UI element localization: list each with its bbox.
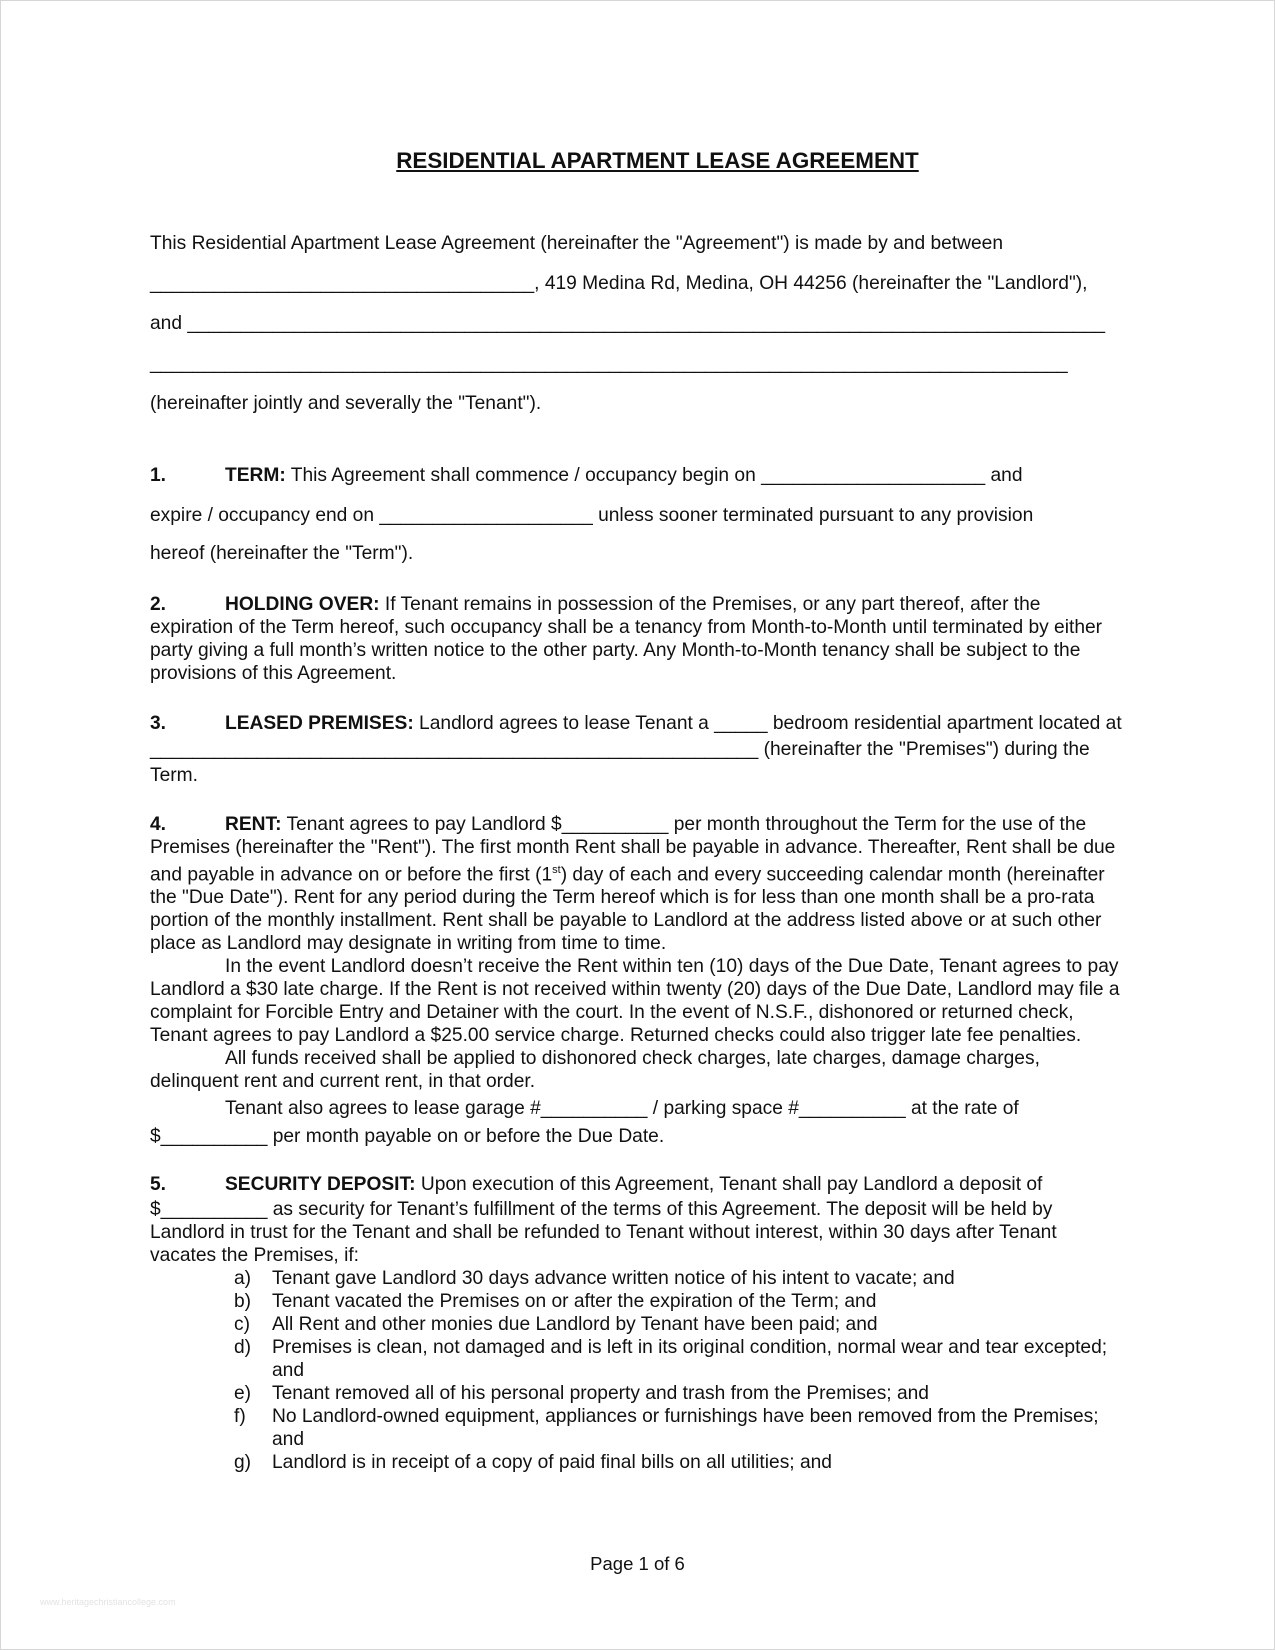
- deposit-conditions-list: [234, 1267, 1125, 1474]
- list-item-label: a): [234, 1268, 252, 1290]
- section-heading: LEASED PREMISES:: [225, 713, 414, 734]
- list-item: [234, 1451, 1125, 1474]
- section-text: Landlord agrees to lease Tenant a _____ bedroom residential apartment located at _________________________________________________________ (hereinafter the "Premises") during the Term.: [150, 713, 1122, 786]
- section-text: hereof (hereinafter the "Term").: [150, 543, 414, 564]
- list-item-label: b): [234, 1291, 252, 1313]
- section-text: ) day of each and every succeeding calendar month (hereinafter the "Due Date"). Rent for any period during the Term hereof which is for less than one month shall be a pro-rata portion of the monthly installment. Rent shall be payable to Landlord at the address listed above or at such other place as Landlord may designate in writing from time to time.: [150, 864, 1105, 955]
- list-item-text: Tenant vacated the Premises on or after the expiration of the Term; and: [272, 1291, 877, 1313]
- section-leased-premises: [150, 711, 1125, 789]
- section-number: 2.: [150, 594, 167, 615]
- page-number: Page 1 of 6: [590, 1553, 685, 1574]
- section-number: 5.: [150, 1174, 167, 1196]
- list-item-text: Tenant gave Landlord 30 days advance written notice of his intent to vacate; and: [272, 1268, 955, 1290]
- list-item: [234, 1336, 1125, 1382]
- section-heading: RENT:: [225, 814, 282, 835]
- list-item-label: e): [234, 1383, 252, 1405]
- list-item-text: All Rent and other monies due Landlord by Tenant have been paid; and: [272, 1314, 878, 1336]
- list-item-label: f): [234, 1406, 246, 1428]
- section-text: expire / occupancy end on ____________________ unless sooner terminated pursuant to any provision: [150, 505, 1034, 526]
- list-item-text: Landlord is in receipt of a copy of paid final bills on all utilities; and: [272, 1452, 832, 1474]
- section-heading: HOLDING OVER:: [225, 594, 380, 615]
- garage-line: Tenant also agrees to lease garage #__________ / parking space #__________ at the rate of: [225, 1098, 1019, 1120]
- document-title: RESIDENTIAL APARTMENT LEASE AGREEMENT: [396, 148, 919, 173]
- section-holding-over: [150, 593, 1125, 685]
- section-text: Tenant agrees to pay Landlord $__________ per month throughout the Term for the use of the Premises (hereinafter the "Rent"). The first month Rent shall be payable in advance. Thereafter, Rent shall be due and payable in advance on or before the first (1: [150, 814, 1116, 886]
- section-text: This Agreement shall commence / occupancy begin on _____________________ and: [285, 465, 1023, 486]
- list-item-label: c): [234, 1314, 250, 1336]
- section-number: 4.: [150, 814, 167, 835]
- tenant-definition: (hereinafter jointly and severally the "Tenant").: [150, 393, 542, 414]
- tenant-line-2: ______________________________________________________________________________________: [150, 353, 1068, 374]
- list-item-label: g): [234, 1452, 252, 1474]
- section-term: [150, 456, 1125, 572]
- funds-paragraph: All funds received shall be applied to dishonored check charges, late charges, damage charges, delinquent rent and current rent, in that order.: [150, 1048, 1040, 1093]
- garage-rate-line: $__________ per month payable on or before the Due Date.: [150, 1126, 665, 1148]
- list-item: [234, 1405, 1125, 1451]
- section-security-deposit: [150, 1172, 1125, 1474]
- late-charge-paragraph: In the event Landlord doesn’t receive the Rent within ten (10) days of the Due Date, Tenant agrees to pay Landlord a $30 late charge. If the Rent is not received within twenty (20) days of the Due Date, Landlord may file a complaint for Forcible Entry and Detainer with the court. In the event of N.S.F., dishonored or returned check, Tenant agrees to pay Landlord a $25.00 service charge. Returned checks could also trigger late fee penalties.: [150, 956, 1120, 1047]
- section-text: If Tenant remains in possession of the Premises, or any part thereof, after the expiration of the Term hereof, such occupancy shall be a tenancy from Month-to-Month until terminated by either party giving a full month’s written notice to the other party. Any Month-to-Month tenancy shall be subject to the provisions of this Agreement.: [150, 594, 1103, 684]
- tenant-line: and ______________________________________________________________________________________: [150, 313, 1106, 334]
- document-page: [150, 148, 1125, 1474]
- section-heading: TERM:: [225, 465, 286, 486]
- section-number: 3.: [150, 713, 167, 734]
- list-item-text: Premises is clean, not damaged and is left in its original condition, normal wear and tear excepted; and: [272, 1337, 1108, 1382]
- list-item: [234, 1382, 1125, 1405]
- list-item-text: No Landlord-owned equipment, appliances or furnishings have been removed from the Premises; and: [272, 1406, 1099, 1451]
- list-item-text: Tenant removed all of his personal property and trash from the Premises; and: [272, 1383, 929, 1405]
- list-item: [234, 1313, 1125, 1336]
- superscript: st: [552, 864, 561, 876]
- list-item: [234, 1267, 1125, 1290]
- section-rent: [150, 813, 1125, 1151]
- section-number: 1.: [150, 465, 167, 486]
- watermark: www.heritagechristiancollege.com: [40, 1597, 176, 1607]
- section-text: Upon execution of this Agreement, Tenant shall pay Landlord a deposit of: [415, 1174, 1043, 1196]
- list-item: [234, 1290, 1125, 1313]
- section-heading: SECURITY DEPOSIT:: [225, 1174, 416, 1196]
- landlord-line: ____________________________________, 419 Medina Rd, Medina, OH 44256 (hereinafter the "Landlord"),: [150, 273, 1088, 294]
- intro-block: [150, 224, 1125, 424]
- section-text: $__________ as security for Tenant’s fulfillment of the terms of this Agreement. The deposit will be held by Landlord in trust for the Tenant and shall be refunded to Tenant without interest, within 30 days after Tenant vacates the Premises, if:: [150, 1199, 1057, 1267]
- list-item-label: d): [234, 1337, 252, 1359]
- intro-line: This Residential Apartment Lease Agreement (hereinafter the "Agreement") is made by and between: [150, 233, 1004, 254]
